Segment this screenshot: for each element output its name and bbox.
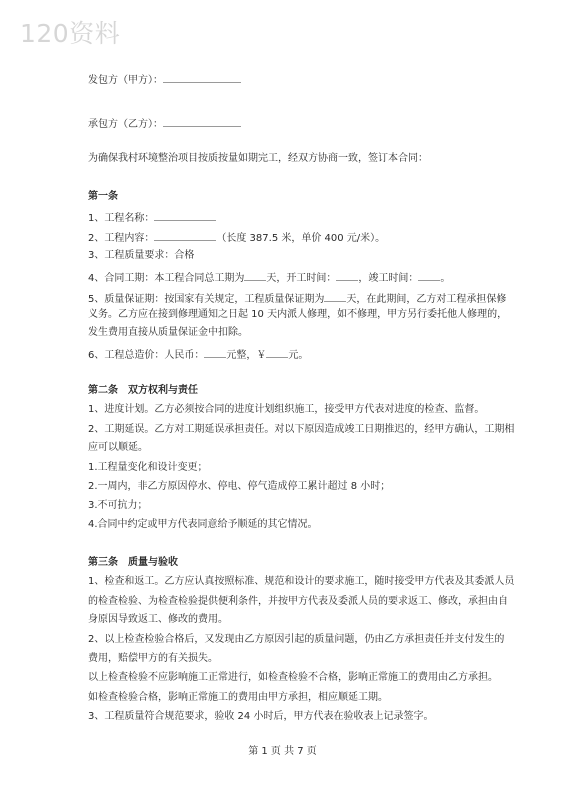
article-3-para-4: 如检查检验合格，影响正常施工的费用由甲方承担，相应顺延工期。 [88, 692, 388, 703]
article-2-title: 第二条 双方权利与责任 [88, 385, 198, 396]
article-1-title: 第一条 [88, 191, 118, 202]
article-3-para-1-line-1: 1、检查和返工。乙方应认真按照标准、规范和设计的要求施工，随时接受甲方代表及其委派人员 [88, 576, 515, 587]
total-days-blank[interactable] [244, 270, 266, 281]
party-a-line [88, 72, 241, 87]
item-5-text-a: 5、质量保证期：按国家有关规定，工程质量保证期为 [88, 294, 325, 305]
completion-date-blank[interactable] [418, 270, 440, 281]
article-3-para-2-line-2: 费用，赔偿甲方的有关损失。 [88, 653, 218, 664]
article-2-para-5: 3.不可抗力； [88, 500, 148, 511]
party-a-blank[interactable] [163, 72, 241, 83]
article-1-item-5-line-2: 义务。乙方应在接到修理通知之日起 10 天内派人修理，如不修理，甲方另行委托他人修理的， [88, 309, 508, 320]
article-1-item-6 [88, 347, 308, 362]
article-1-item-1 [88, 210, 216, 225]
article-2-para-2-line-2: 应可以顺延。 [88, 442, 148, 453]
article-1-item-5-line-1 [88, 291, 506, 306]
article-3-title: 第三条 质量与验收 [88, 557, 178, 568]
total-price-words-blank[interactable] [204, 347, 226, 358]
article-2-para-6: 4.合同中约定或甲方代表同意给予顺延的其它情况。 [88, 519, 318, 530]
warranty-days-blank[interactable] [324, 291, 346, 302]
project-content-blank[interactable] [154, 230, 216, 241]
item-2-label: 2、工程内容： [88, 233, 155, 244]
party-b-blank[interactable] [163, 116, 241, 127]
article-3-para-5: 3、工程质量符合规范要求，验收 24 小时后，甲方代表在验收表上记录签字。 [88, 711, 434, 722]
start-date-blank[interactable] [336, 270, 358, 281]
item-4-text-b: 天，开工时间： [266, 273, 337, 284]
item-1-label: 1、工程名称： [88, 213, 155, 224]
item-6-text-a: 6、工程总造价：人民币： [88, 350, 205, 361]
item-4-text-c: ，竣工时间： [358, 273, 419, 284]
party-b-label: 承包方（乙方）： [88, 119, 163, 130]
article-3-para-1-line-3: 身原因导致返工、修改的费用。 [88, 614, 228, 625]
watermark-logo: 120资料 [20, 19, 121, 48]
article-2-para-2-line-1: 2、工期延误。乙方对工期延误承担责任。对以下原因造成竣工日期推迟的，经甲方确认，工期相 [88, 424, 515, 435]
total-price-number-blank[interactable] [266, 347, 288, 358]
article-3-para-3: 以上检查检验不应影响施工正常进行，如检查检验不合格，影响正常施工的费用由乙方承担。 [88, 672, 498, 683]
article-1-item-4 [88, 270, 450, 285]
article-2-para-1: 1、进度计划。乙方必须按合同的进度计划组织施工，接受甲方代表对进度的检查、监督。 [88, 404, 485, 415]
item-2-suffix: （长度 387.5 米，单价 400 元/米）。 [216, 233, 386, 244]
item-4-text-d: 。 [440, 273, 451, 284]
intro-text: 为确保我村环境整治项目按质按量如期完工，经双方协商一致，签订本合同： [88, 153, 428, 164]
page-number-footer: 第 1 页 共 7 页 [248, 746, 317, 757]
item-6-text-b: 元整，￥ [226, 350, 267, 361]
article-2-para-3: 1.工程量变化和设计变更； [88, 462, 208, 473]
article-3-para-2-line-1: 2、以上检查检验合格后，又发现由乙方原因引起的质量问题，仍由乙方承担责任并支付发生的 [88, 634, 505, 645]
article-1-item-3: 3、工程质量要求：合格 [88, 250, 195, 261]
article-2-para-4: 2.一周内，非乙方原因停水、停电、停气造成停工累计超过 8 小时； [88, 481, 391, 492]
article-1-item-2 [88, 230, 385, 245]
item-5-text-b: 天，在此期间，乙方对工程承担保修 [346, 294, 507, 305]
item-6-text-c: 元。 [288, 350, 309, 361]
item-4-text-a: 4、合同工期：本工程合同总工期为 [88, 273, 245, 284]
party-a-label: 发包方（甲方）： [88, 75, 163, 86]
party-b-line [88, 116, 241, 131]
project-name-blank[interactable] [154, 210, 216, 221]
article-3-para-1-line-2: 的检查检验、为检查检验提供便利条件，并按甲方代表及委派人员的要求返工、修改，承担由自 [88, 596, 508, 607]
article-1-item-5-line-3: 发生费用直接从质量保证金中扣除。 [88, 327, 248, 338]
